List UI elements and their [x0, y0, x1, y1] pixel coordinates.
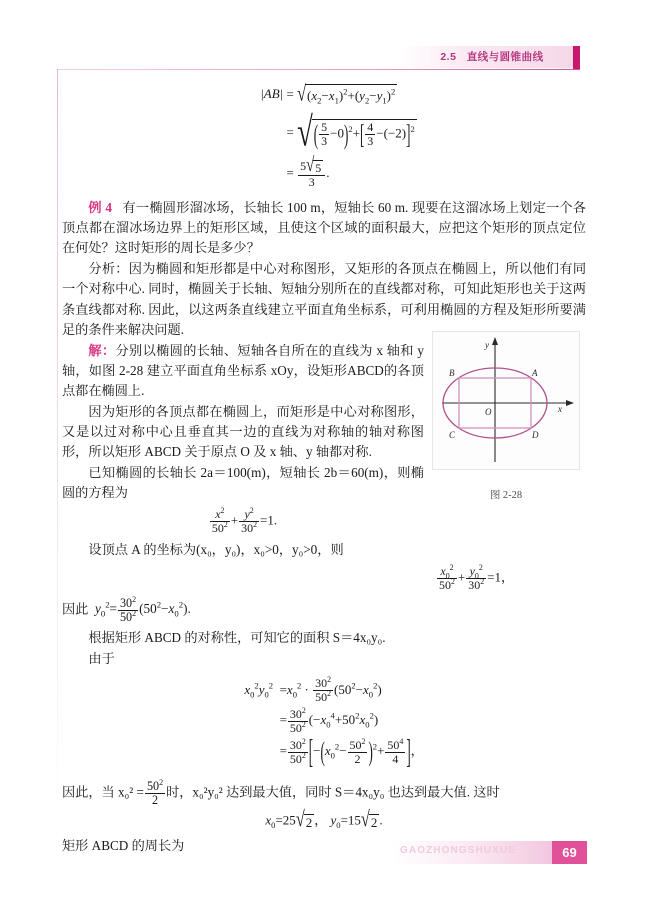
header-section-title	[408, 48, 576, 66]
example-paragraph	[62, 198, 586, 258]
solution-text-7: 由于	[88, 651, 115, 667]
final-values-block: $x_0=25√2$ ， $y_0=15√2$ .	[265, 807, 383, 832]
solution-text-5-prefix: 因此	[62, 601, 89, 617]
eq-line-2: = √( $\frac{5}{3}$ −0)$^2$+[ $\frac{4}{3}$ −(−2)]$^2$	[286, 110, 415, 156]
header-section-number: 2.5	[440, 51, 457, 63]
analysis-label: 分析：	[88, 261, 129, 277]
figure-label-a: A	[532, 368, 538, 378]
solution-paragraph-5	[62, 594, 586, 624]
left-margin-rule	[57, 69, 58, 843]
solution-paragraph-6	[62, 628, 586, 648]
page-content	[62, 78, 586, 857]
figure-label-b: B	[449, 368, 455, 378]
derivation-chain-block	[62, 677, 586, 769]
figure-label-x: x	[558, 404, 562, 414]
solution-label: 解：	[88, 342, 116, 358]
solution-text-9: 矩形 ABCD 的周长为	[62, 837, 185, 853]
solution-text-1: 分别以椭圆的长轴、短轴各自所在的直线为 x 轴和 y 轴，如图 2-28 建立平面直角坐标系 xOy，设矩形ABCD的各顶点都在椭圆上.	[62, 342, 425, 398]
ellipse-equation-block: $\frac{x^2}{50^2}$ + $\frac{y^2}{30^2}$ =1.	[211, 506, 278, 536]
figure-label-y: y	[485, 340, 489, 350]
page-number-badge: 69	[552, 841, 587, 864]
chain-line-1: $x_0^2y_0^2 =x_0^2$ · $\frac{30^2}{50^2}$ $(50^2-x_0^2)$	[244, 675, 382, 705]
solution-paragraph-4	[62, 540, 586, 560]
example-text: 有一椭圆形溜冰场，长轴长 100 m，短轴长 60 m. 现要在这溜冰场上划定一个各顶点都在溜冰场边界上的矩形区域，且使这个区域的面积最大，应把这个矩形的顶点定位在何处？这时矩形的周长是多少？	[62, 200, 587, 256]
solution-text-4: 设顶点 A 的坐标为(x₀，y₀)，x₀>0，y₀>0，则	[88, 541, 344, 557]
solution-text-8b: 时，x₀²y₀² 达到最大值，同时 S＝4x₀y₀ 也达到最大值. 这时	[166, 784, 500, 800]
figure-caption: 图 2-28	[489, 490, 523, 501]
solution-paragraph-8	[62, 777, 586, 807]
eq-y0-squared: $y_0^2=$ $\frac{30^2}{50^2}$ $(50^2-x_0^2)$.	[94, 594, 191, 624]
solution-text-2: 因为矩形的各顶点都在椭圆上，而矩形是中心对称图形，又是以过对称中心且垂直其一边的直线为对称轴的轴对称图形，所以矩形 ABCD 关于原点 O 及 x 轴、y 轴都对称.	[62, 403, 424, 459]
solution-text-6: 根据矩形 ABCD 的对称性，可知它的面积 S＝4x₀y₀.	[88, 630, 386, 646]
solution-text-3: 已知椭圆的长轴长 2a＝100(m)，短轴长 2b＝60(m)，则椭圆的方程为	[62, 465, 424, 501]
analysis-paragraph	[62, 259, 586, 339]
eq-line-1: $|AB| = √(x_2-x_1)^2+(y_2-y_1)^2$	[260, 81, 396, 107]
figure-label-c: C	[449, 430, 456, 440]
figure-float-spacer	[424, 341, 586, 513]
figure-label-origin: O	[485, 407, 492, 417]
header-tab-marker	[573, 46, 580, 69]
chain-line-3: = $\frac{30^2}{50^2}$ [$-(x_0^2-$ $\frac{50^2}{2}$ )$^2$+ $\frac{50^4}{4}$ ]，	[279, 731, 424, 771]
point-equation-block: $\frac{x_0^2}{50^2}$ + $\frac{y_0^2}{30^2}$ =1，	[439, 563, 514, 592]
analysis-text: 因为椭圆和矩形都是中心对称图形，又矩形的各顶点在椭圆上，所以他们有同一个对称中心. 同时，椭圆关于长轴、短轴分别所在的直线都对称，可知此矩形也关于这两条直线都对称. 因此，以这两条直线建立平面直角坐标系，可利用椭圆的方程及矩形所要满足的条件来解决问题.	[62, 261, 587, 337]
carried-equation-block	[62, 83, 586, 193]
eq-line-3: = $\frac{5√5}{3}$ .	[286, 154, 330, 190]
header-rule	[57, 69, 580, 70]
example-label: 例 4	[88, 200, 112, 216]
chain-line-2: = $\frac{30^2}{50^2}$ $(-x_0^4+50^2x_0^2)$	[279, 705, 379, 735]
header-section-name: 直线与圆锥曲线	[466, 51, 544, 63]
figure-label-d: D	[532, 430, 539, 440]
solution-text-8a: 因此，当 x₀² =	[62, 784, 144, 800]
solution-paragraph-7	[62, 649, 586, 669]
footer-watermark: GAOZHONGSHUXUE	[400, 845, 516, 856]
p8-fraction: $\frac{50^2}{2}$	[146, 777, 164, 807]
